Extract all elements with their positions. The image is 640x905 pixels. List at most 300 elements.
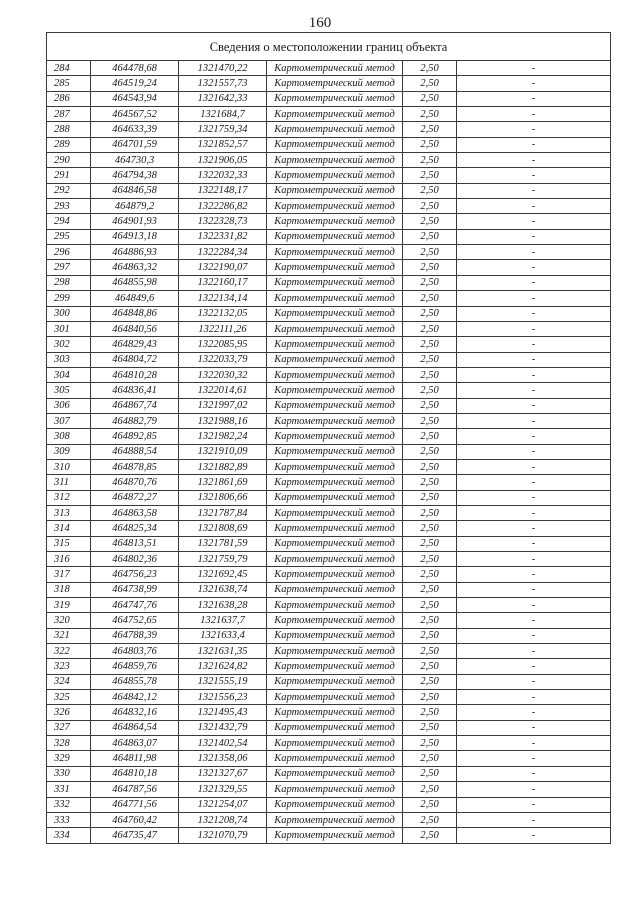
x-coordinate-cell: 464752,65 (91, 613, 179, 628)
accuracy-cell: 2,50 (403, 459, 457, 474)
accuracy-cell: 2,50 (403, 245, 457, 260)
accuracy-cell: 2,50 (403, 720, 457, 735)
table-row (47, 674, 611, 689)
y-coordinate-cell: 1322014,61 (179, 383, 267, 398)
x-coordinate-cell: 464519,24 (91, 76, 179, 91)
table-row (47, 137, 611, 152)
point-number-cell: 290 (47, 153, 91, 168)
x-coordinate-cell: 464846,58 (91, 183, 179, 198)
accuracy-cell: 2,50 (403, 275, 457, 290)
y-coordinate-cell: 1321557,73 (179, 76, 267, 91)
point-number-cell: 291 (47, 168, 91, 183)
y-coordinate-cell: 1321638,74 (179, 582, 267, 597)
method-cell: Картометрический метод (267, 275, 403, 290)
method-cell: Картометрический метод (267, 153, 403, 168)
point-number-cell: 323 (47, 659, 91, 674)
x-coordinate-cell: 464787,56 (91, 782, 179, 797)
method-cell: Картометрический метод (267, 367, 403, 382)
point-number-cell: 318 (47, 582, 91, 597)
note-cell: - (457, 459, 611, 474)
point-number-cell: 314 (47, 521, 91, 536)
table-row (47, 613, 611, 628)
table-row (47, 429, 611, 444)
x-coordinate-cell: 464810,18 (91, 766, 179, 781)
note-cell: - (457, 705, 611, 720)
method-cell: Картометрический метод (267, 429, 403, 444)
point-number-cell: 332 (47, 797, 91, 812)
note-cell: - (457, 337, 611, 352)
accuracy-cell: 2,50 (403, 61, 457, 76)
table-row (47, 705, 611, 720)
table-row (47, 367, 611, 382)
y-coordinate-cell: 1321787,84 (179, 505, 267, 520)
method-cell: Картометрический метод (267, 459, 403, 474)
x-coordinate-cell: 464855,98 (91, 275, 179, 290)
x-coordinate-cell: 464738,99 (91, 582, 179, 597)
point-number-cell: 297 (47, 260, 91, 275)
y-coordinate-cell: 1321638,28 (179, 598, 267, 613)
method-cell: Картометрический метод (267, 598, 403, 613)
method-cell: Картометрический метод (267, 552, 403, 567)
point-number-cell: 333 (47, 812, 91, 827)
table-row (47, 521, 611, 536)
accuracy-cell: 2,50 (403, 613, 457, 628)
x-coordinate-cell: 464735,47 (91, 828, 179, 843)
accuracy-cell: 2,50 (403, 536, 457, 551)
method-cell: Картометрический метод (267, 766, 403, 781)
x-coordinate-cell: 464888,54 (91, 444, 179, 459)
point-number-cell: 328 (47, 736, 91, 751)
table-row (47, 91, 611, 106)
method-cell: Картометрический метод (267, 107, 403, 122)
note-cell: - (457, 828, 611, 843)
accuracy-cell: 2,50 (403, 751, 457, 766)
note-cell: - (457, 367, 611, 382)
x-coordinate-cell: 464863,32 (91, 260, 179, 275)
point-number-cell: 288 (47, 122, 91, 137)
x-coordinate-cell: 464872,27 (91, 490, 179, 505)
point-number-cell: 289 (47, 137, 91, 152)
y-coordinate-cell: 1321631,35 (179, 644, 267, 659)
y-coordinate-cell: 1321327,67 (179, 766, 267, 781)
method-cell: Картометрический метод (267, 199, 403, 214)
table-row (47, 598, 611, 613)
point-number-cell: 293 (47, 199, 91, 214)
method-cell: Картометрический метод (267, 76, 403, 91)
x-coordinate-cell: 464813,51 (91, 536, 179, 551)
accuracy-cell: 2,50 (403, 291, 457, 306)
method-cell: Картометрический метод (267, 644, 403, 659)
y-coordinate-cell: 1321358,06 (179, 751, 267, 766)
method-cell: Картометрический метод (267, 812, 403, 827)
note-cell: - (457, 398, 611, 413)
table-row (47, 413, 611, 428)
note-cell: - (457, 736, 611, 751)
accuracy-cell: 2,50 (403, 153, 457, 168)
accuracy-cell: 2,50 (403, 828, 457, 843)
note-cell: - (457, 153, 611, 168)
table-row (47, 782, 611, 797)
method-cell: Картометрический метод (267, 61, 403, 76)
note-cell: - (457, 122, 611, 137)
accuracy-cell: 2,50 (403, 229, 457, 244)
method-cell: Картометрический метод (267, 659, 403, 674)
y-coordinate-cell: 1322033,79 (179, 352, 267, 367)
point-number-cell: 304 (47, 367, 91, 382)
point-number-cell: 301 (47, 321, 91, 336)
accuracy-cell: 2,50 (403, 352, 457, 367)
y-coordinate-cell: 1322148,17 (179, 183, 267, 198)
note-cell: - (457, 352, 611, 367)
method-cell: Картометрический метод (267, 674, 403, 689)
table-row (47, 183, 611, 198)
note-cell: - (457, 183, 611, 198)
accuracy-cell: 2,50 (403, 444, 457, 459)
method-cell: Картометрический метод (267, 444, 403, 459)
table-row (47, 736, 611, 751)
x-coordinate-cell: 464803,76 (91, 644, 179, 659)
point-number-cell: 325 (47, 690, 91, 705)
point-number-cell: 317 (47, 567, 91, 582)
y-coordinate-cell: 1322134,14 (179, 291, 267, 306)
accuracy-cell: 2,50 (403, 199, 457, 214)
y-coordinate-cell: 1321070,79 (179, 828, 267, 843)
y-coordinate-cell: 1322032,33 (179, 168, 267, 183)
table-row (47, 797, 611, 812)
point-number-cell: 287 (47, 107, 91, 122)
y-coordinate-cell: 1322284,34 (179, 245, 267, 260)
x-coordinate-cell: 464913,18 (91, 229, 179, 244)
method-cell: Картометрический метод (267, 536, 403, 551)
note-cell: - (457, 168, 611, 183)
accuracy-cell: 2,50 (403, 644, 457, 659)
method-cell: Картометрический метод (267, 137, 403, 152)
table-row (47, 552, 611, 567)
note-cell: - (457, 536, 611, 551)
note-cell: - (457, 598, 611, 613)
method-cell: Картометрический метод (267, 183, 403, 198)
table-row (47, 812, 611, 827)
accuracy-cell: 2,50 (403, 321, 457, 336)
y-coordinate-cell: 1321910,09 (179, 444, 267, 459)
x-coordinate-cell: 464567,52 (91, 107, 179, 122)
x-coordinate-cell: 464892,85 (91, 429, 179, 444)
accuracy-cell: 2,50 (403, 76, 457, 91)
x-coordinate-cell: 464901,93 (91, 214, 179, 229)
accuracy-cell: 2,50 (403, 122, 457, 137)
method-cell: Картометрический метод (267, 291, 403, 306)
note-cell: - (457, 797, 611, 812)
y-coordinate-cell: 1321432,79 (179, 720, 267, 735)
table-row (47, 567, 611, 582)
method-cell: Картометрический метод (267, 168, 403, 183)
point-number-cell: 300 (47, 306, 91, 321)
accuracy-cell: 2,50 (403, 582, 457, 597)
note-cell: - (457, 383, 611, 398)
y-coordinate-cell: 1322328,73 (179, 214, 267, 229)
y-coordinate-cell: 1321806,66 (179, 490, 267, 505)
note-cell: - (457, 674, 611, 689)
accuracy-cell: 2,50 (403, 214, 457, 229)
x-coordinate-cell: 464859,76 (91, 659, 179, 674)
point-number-cell: 306 (47, 398, 91, 413)
point-number-cell: 329 (47, 751, 91, 766)
note-cell: - (457, 644, 611, 659)
note-cell: - (457, 61, 611, 76)
y-coordinate-cell: 1322190,07 (179, 260, 267, 275)
y-coordinate-cell: 1321759,34 (179, 122, 267, 137)
note-cell: - (457, 690, 611, 705)
x-coordinate-cell: 464771,56 (91, 797, 179, 812)
point-number-cell: 312 (47, 490, 91, 505)
note-cell: - (457, 521, 611, 536)
table-row (47, 720, 611, 735)
y-coordinate-cell: 1321882,89 (179, 459, 267, 474)
x-coordinate-cell: 464879,2 (91, 199, 179, 214)
table-row (47, 245, 611, 260)
point-number-cell: 305 (47, 383, 91, 398)
point-number-cell: 311 (47, 475, 91, 490)
table-row (47, 321, 611, 336)
accuracy-cell: 2,50 (403, 168, 457, 183)
accuracy-cell: 2,50 (403, 598, 457, 613)
x-coordinate-cell: 464863,58 (91, 505, 179, 520)
y-coordinate-cell: 1321642,33 (179, 91, 267, 106)
method-cell: Картометрический метод (267, 245, 403, 260)
point-number-cell: 322 (47, 644, 91, 659)
table-row (47, 122, 611, 137)
x-coordinate-cell: 464867,74 (91, 398, 179, 413)
note-cell: - (457, 76, 611, 91)
point-number-cell: 302 (47, 337, 91, 352)
note-cell: - (457, 306, 611, 321)
method-cell: Картометрический метод (267, 751, 403, 766)
y-coordinate-cell: 1321495,43 (179, 705, 267, 720)
table-row (47, 644, 611, 659)
y-coordinate-cell: 1321624,82 (179, 659, 267, 674)
method-cell: Картометрический метод (267, 828, 403, 843)
x-coordinate-cell: 464788,39 (91, 628, 179, 643)
note-cell: - (457, 720, 611, 735)
table-title-row (47, 33, 611, 61)
point-number-cell: 315 (47, 536, 91, 551)
y-coordinate-cell: 1322085,95 (179, 337, 267, 352)
accuracy-cell: 2,50 (403, 306, 457, 321)
point-number-cell: 303 (47, 352, 91, 367)
y-coordinate-cell: 1321808,69 (179, 521, 267, 536)
y-coordinate-cell: 1321759,79 (179, 552, 267, 567)
point-number-cell: 330 (47, 766, 91, 781)
y-coordinate-cell: 1322030,32 (179, 367, 267, 382)
table-row (47, 153, 611, 168)
y-coordinate-cell: 1322331,82 (179, 229, 267, 244)
note-cell: - (457, 782, 611, 797)
point-number-cell: 326 (47, 705, 91, 720)
accuracy-cell: 2,50 (403, 383, 457, 398)
accuracy-cell: 2,50 (403, 398, 457, 413)
x-coordinate-cell: 464747,76 (91, 598, 179, 613)
table-row (47, 444, 611, 459)
note-cell: - (457, 107, 611, 122)
table-title: Сведения о местоположении границ объекта (47, 33, 611, 61)
y-coordinate-cell: 1321852,57 (179, 137, 267, 152)
y-coordinate-cell: 1321861,69 (179, 475, 267, 490)
note-cell: - (457, 444, 611, 459)
accuracy-cell: 2,50 (403, 552, 457, 567)
accuracy-cell: 2,50 (403, 475, 457, 490)
y-coordinate-cell: 1322286,82 (179, 199, 267, 214)
table-row (47, 291, 611, 306)
method-cell: Картометрический метод (267, 260, 403, 275)
x-coordinate-cell: 464855,78 (91, 674, 179, 689)
accuracy-cell: 2,50 (403, 628, 457, 643)
method-cell: Картометрический метод (267, 122, 403, 137)
y-coordinate-cell: 1321997,02 (179, 398, 267, 413)
point-number-cell: 316 (47, 552, 91, 567)
note-cell: - (457, 567, 611, 582)
table-row (47, 582, 611, 597)
x-coordinate-cell: 464810,28 (91, 367, 179, 382)
method-cell: Картометрический метод (267, 613, 403, 628)
accuracy-cell: 2,50 (403, 797, 457, 812)
method-cell: Картометрический метод (267, 321, 403, 336)
x-coordinate-cell: 464842,12 (91, 690, 179, 705)
note-cell: - (457, 321, 611, 336)
point-number-cell: 327 (47, 720, 91, 735)
accuracy-cell: 2,50 (403, 812, 457, 827)
accuracy-cell: 2,50 (403, 766, 457, 781)
point-number-cell: 294 (47, 214, 91, 229)
table-row (47, 61, 611, 76)
note-cell: - (457, 812, 611, 827)
table-row (47, 352, 611, 367)
method-cell: Картометрический метод (267, 736, 403, 751)
table-row (47, 229, 611, 244)
note-cell: - (457, 291, 611, 306)
y-coordinate-cell: 1321633,4 (179, 628, 267, 643)
y-coordinate-cell: 1321555,19 (179, 674, 267, 689)
table-row (47, 751, 611, 766)
method-cell: Картометрический метод (267, 352, 403, 367)
method-cell: Картометрический метод (267, 306, 403, 321)
note-cell: - (457, 475, 611, 490)
y-coordinate-cell: 1321556,23 (179, 690, 267, 705)
table-row (47, 536, 611, 551)
x-coordinate-cell: 464825,34 (91, 521, 179, 536)
accuracy-cell: 2,50 (403, 674, 457, 689)
point-number-cell: 292 (47, 183, 91, 198)
y-coordinate-cell: 1321781,59 (179, 536, 267, 551)
point-number-cell: 310 (47, 459, 91, 474)
note-cell: - (457, 199, 611, 214)
x-coordinate-cell: 464882,79 (91, 413, 179, 428)
x-coordinate-cell: 464836,41 (91, 383, 179, 398)
method-cell: Картометрический метод (267, 582, 403, 597)
y-coordinate-cell: 1322111,26 (179, 321, 267, 336)
method-cell: Картометрический метод (267, 383, 403, 398)
table-row (47, 828, 611, 843)
x-coordinate-cell: 464701,59 (91, 137, 179, 152)
table-row (47, 690, 611, 705)
accuracy-cell: 2,50 (403, 137, 457, 152)
table-row (47, 766, 611, 781)
method-cell: Картометрический метод (267, 690, 403, 705)
point-number-cell: 296 (47, 245, 91, 260)
table-row (47, 199, 611, 214)
point-number-cell: 319 (47, 598, 91, 613)
y-coordinate-cell: 1321470,22 (179, 61, 267, 76)
x-coordinate-cell: 464870,76 (91, 475, 179, 490)
y-coordinate-cell: 1321329,55 (179, 782, 267, 797)
x-coordinate-cell: 464804,72 (91, 352, 179, 367)
x-coordinate-cell: 464849,6 (91, 291, 179, 306)
method-cell: Картометрический метод (267, 782, 403, 797)
note-cell: - (457, 413, 611, 428)
method-cell: Картометрический метод (267, 490, 403, 505)
note-cell: - (457, 613, 611, 628)
x-coordinate-cell: 464802,36 (91, 552, 179, 567)
point-number-cell: 284 (47, 61, 91, 76)
x-coordinate-cell: 464829,43 (91, 337, 179, 352)
y-coordinate-cell: 1321982,24 (179, 429, 267, 444)
table-row (47, 337, 611, 352)
accuracy-cell: 2,50 (403, 107, 457, 122)
y-coordinate-cell: 1321684,7 (179, 107, 267, 122)
point-number-cell: 298 (47, 275, 91, 290)
x-coordinate-cell: 464633,39 (91, 122, 179, 137)
point-number-cell: 309 (47, 444, 91, 459)
x-coordinate-cell: 464478,68 (91, 61, 179, 76)
table-row (47, 107, 611, 122)
accuracy-cell: 2,50 (403, 705, 457, 720)
x-coordinate-cell: 464730,3 (91, 153, 179, 168)
x-coordinate-cell: 464760,42 (91, 812, 179, 827)
note-cell: - (457, 214, 611, 229)
y-coordinate-cell: 1321402,54 (179, 736, 267, 751)
method-cell: Картометрический метод (267, 91, 403, 106)
note-cell: - (457, 659, 611, 674)
note-cell: - (457, 751, 611, 766)
y-coordinate-cell: 1321692,45 (179, 567, 267, 582)
method-cell: Картометрический метод (267, 567, 403, 582)
note-cell: - (457, 137, 611, 152)
table-row (47, 260, 611, 275)
note-cell: - (457, 229, 611, 244)
point-number-cell: 331 (47, 782, 91, 797)
note-cell: - (457, 275, 611, 290)
point-number-cell: 321 (47, 628, 91, 643)
y-coordinate-cell: 1321208,74 (179, 812, 267, 827)
method-cell: Картометрический метод (267, 705, 403, 720)
point-number-cell: 299 (47, 291, 91, 306)
method-cell: Картометрический метод (267, 505, 403, 520)
point-number-cell: 307 (47, 413, 91, 428)
x-coordinate-cell: 464886,93 (91, 245, 179, 260)
x-coordinate-cell: 464794,38 (91, 168, 179, 183)
note-cell: - (457, 429, 611, 444)
page-number: 160 (308, 15, 332, 31)
point-number-cell: 295 (47, 229, 91, 244)
x-coordinate-cell: 464756,23 (91, 567, 179, 582)
x-coordinate-cell: 464864,54 (91, 720, 179, 735)
table-row (47, 490, 611, 505)
method-cell: Картометрический метод (267, 398, 403, 413)
table-row (47, 459, 611, 474)
point-number-cell: 320 (47, 613, 91, 628)
accuracy-cell: 2,50 (403, 183, 457, 198)
accuracy-cell: 2,50 (403, 91, 457, 106)
accuracy-cell: 2,50 (403, 429, 457, 444)
